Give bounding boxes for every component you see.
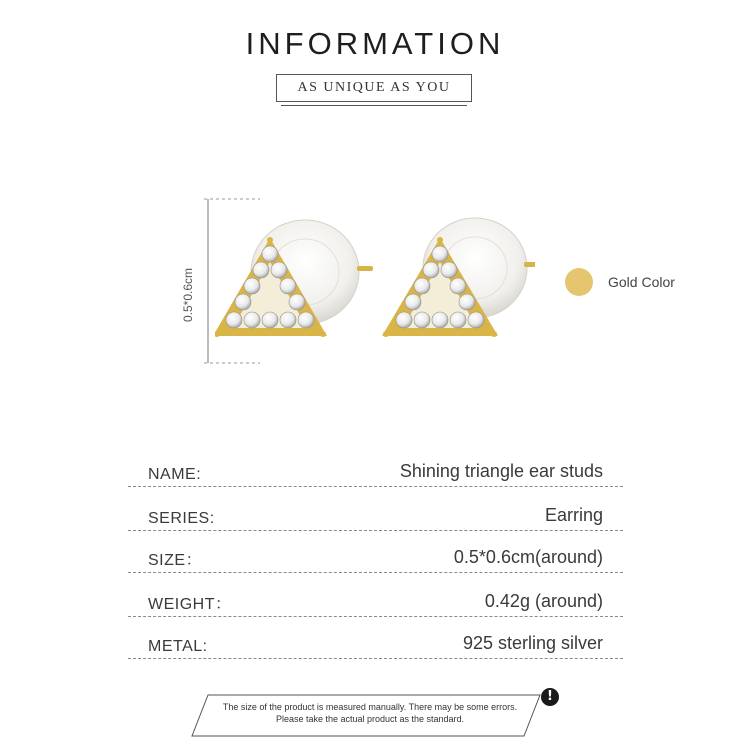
disclaimer-line-2: Please take the actual product as the standard. [275,714,465,724]
dimension-label: 0.5*0.6cm [181,267,195,322]
spec-row-series [128,502,623,531]
spec-value: 0.5*0.6cm(around) [453,547,603,567]
spec-row-weight [128,588,623,617]
spec-value: Shining triangle ear studs [399,461,603,481]
spec-key: WEIGHT： [148,596,232,613]
spec-value: 925 sterling silver [462,633,603,653]
spec-key: NAME: [148,466,202,483]
page-title: INFORMATION [245,26,505,61]
spec-key: METAL: [148,638,208,655]
earring-left [215,220,373,337]
earring-product-image [215,200,535,360]
gold-color-swatch[interactable] [565,268,593,296]
disclaimer-line-1: The size of the product is measured manually. There may be some errors. [222,702,518,712]
spec-value: 0.42g (around) [484,591,603,611]
color-option-label: Gold Color [608,274,675,290]
spec-row-metal [128,630,623,659]
spec-value: Earring [544,505,603,525]
spec-key: SIZE： [148,552,203,569]
disclaimer-text [196,701,544,725]
disclaimer-note [196,687,556,731]
spec-row-name [128,458,623,487]
earring-right [382,218,535,337]
spec-key: SERIES: [148,510,215,527]
exclamation-icon: ! [541,688,559,706]
spec-row-size [128,544,623,573]
subtitle-tagline: AS UNIQUE AS YOU [276,74,472,102]
